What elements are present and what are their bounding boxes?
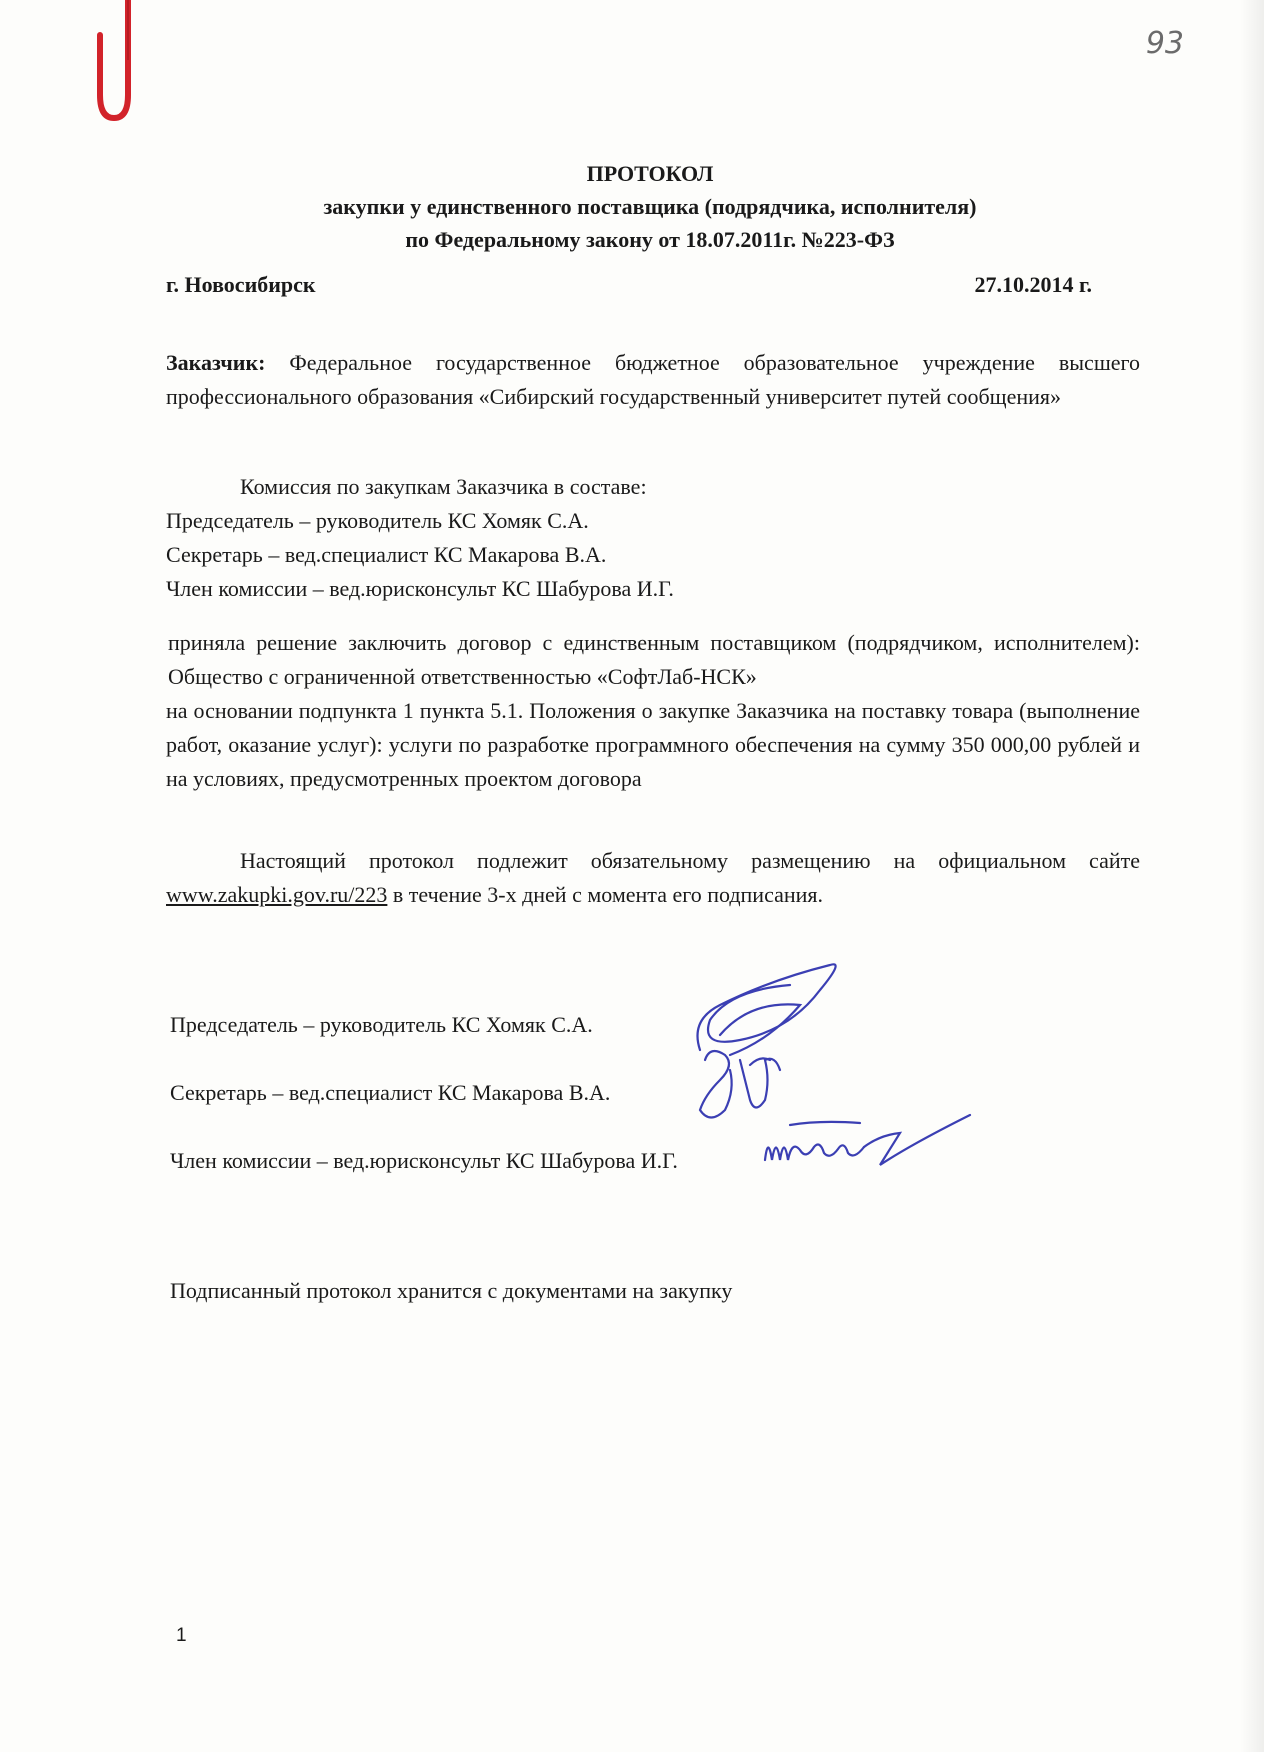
customer-text: Федеральное государственное бюджетное образовательное учреждение высшего профессионального образования «Сибирский государственный университет путей сообщения» [166,350,1140,409]
stored-note: Подписанный протокол хранится с документами на закупку [170,1278,733,1303]
customer-label: Заказчик: [166,350,266,375]
folio-number: 93 [1145,26,1184,61]
commission-member: Секретарь – вед.специалист КС Макарова В.А. [166,542,607,567]
page-number: 1 [176,1625,187,1646]
place: г. Новосибирск [166,272,316,297]
signature-member [760,1105,980,1185]
publication-text-after: в течение 3-х дней с момента его подписания. [387,882,824,907]
title-block [140,157,1160,256]
scan-edge-shadow [1240,0,1264,1752]
commission-member: Член комиссии – вед.юрисконсульт КС Шабурова И.Г. [166,576,674,601]
doc-title: ПРОТОКОЛ [586,161,714,186]
doc-subtitle-1: закупки у единственного поставщика (подрядчика, исполнителя) [323,194,977,219]
doc-subtitle-2: по Федеральному закону от 18.07.2011г. №223-ФЗ [405,227,895,252]
customer-paragraph [166,346,1140,414]
publication-paragraph [166,844,1140,912]
commission-intro: Комиссия по закупкам Заказчика в составе: [240,474,647,499]
decision-line-2: на основании подпункта 1 пункта 5.1. Положения о закупке Заказчика на поставку товара (выполнение работ, оказание услуг): услуги по разработке программного обеспечения на сумму 350 000,00 рублей и на условиях, предусмотренных проектом договора [166,698,1140,791]
commission-member: Председатель – руководитель КС Хомяк С.А. [166,508,589,533]
zakupki-link[interactable]: www.zakupki.gov.ru/223 [166,882,388,907]
signature-line-chairman: Председатель – руководитель КС Хомяк С.А. [170,1012,593,1037]
paper-clip [90,0,150,125]
signature-line-secretary: Секретарь – вед.специалист КС Макарова В.А. [170,1080,611,1105]
decision-paragraph [166,626,1140,796]
date: 27.10.2014 г. [974,272,1092,297]
signature-line-member: Член комиссии – вед.юрисконсульт КС Шабурова И.Г. [170,1148,678,1173]
decision-line-1: приняла решение заключить договор с единственным поставщиком (подрядчиком, исполнителем): Общество с ограниченной ответственностью «СофтЛаб-НСК» [168,630,1140,689]
commission-block [166,470,674,606]
publication-text-before: Настоящий протокол подлежит обязательному размещению на официальном сайте [240,848,1140,873]
